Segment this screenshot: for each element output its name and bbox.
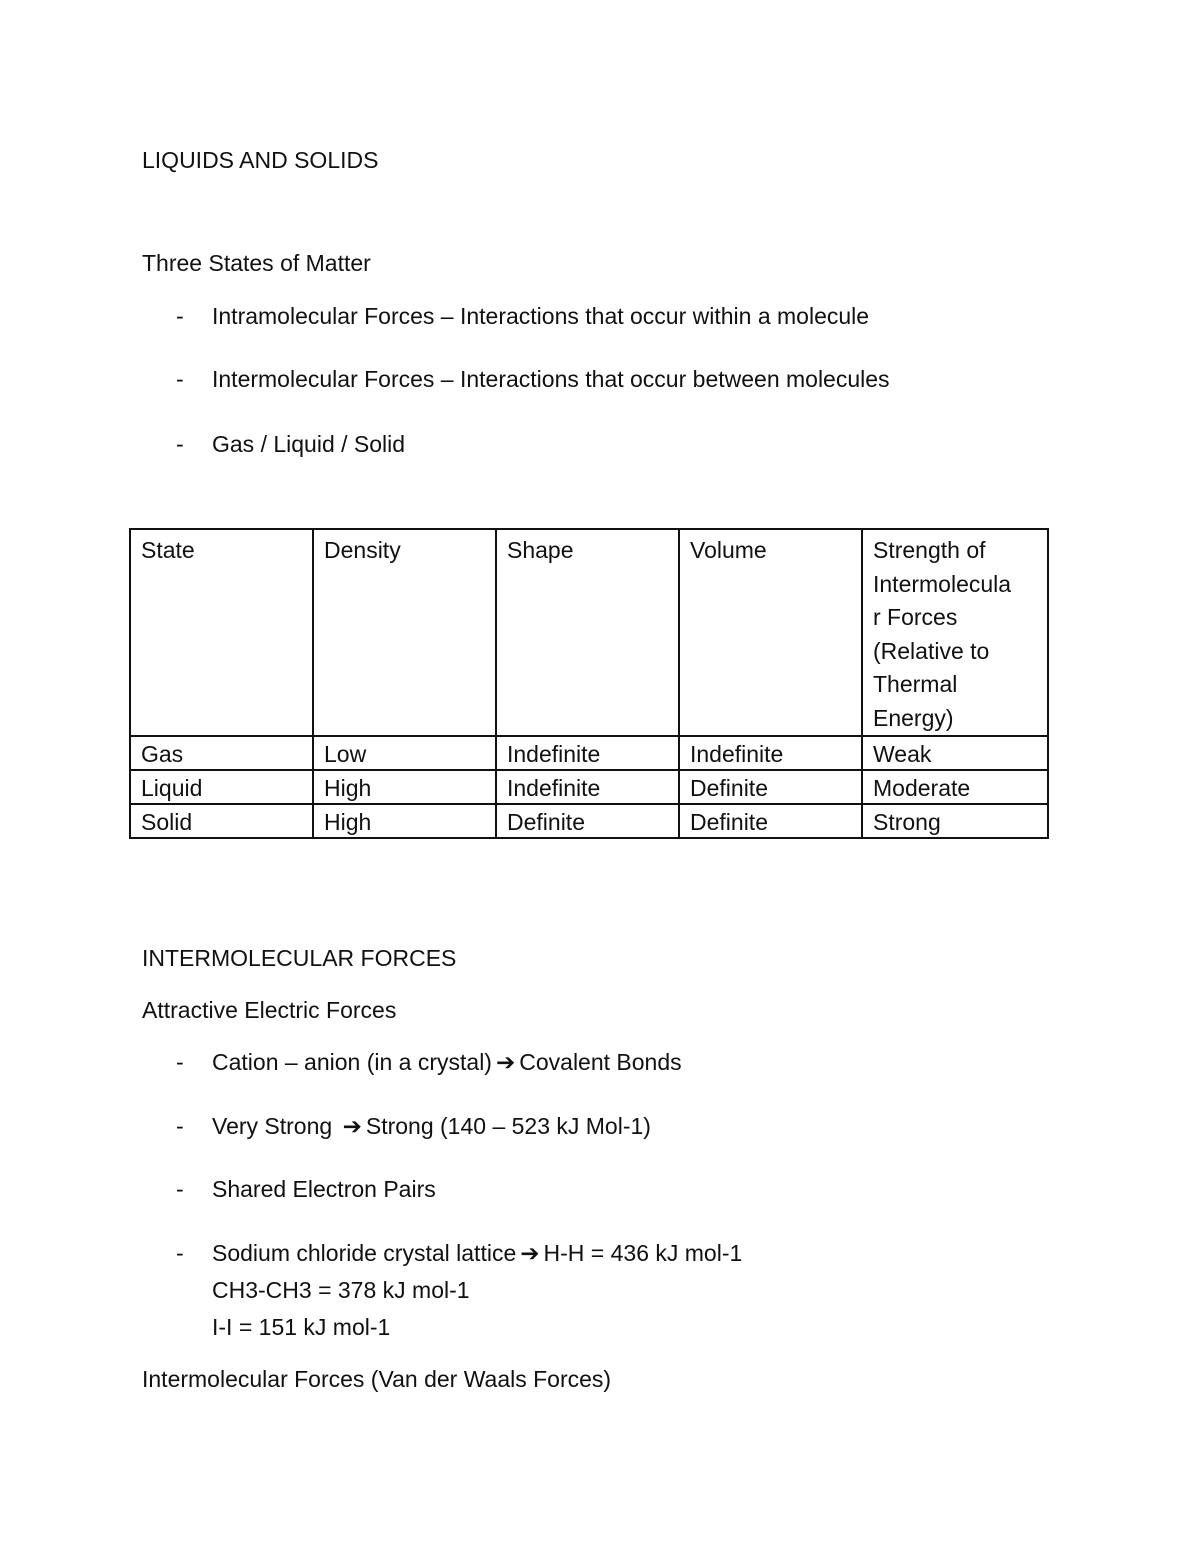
table-cell: High [313, 804, 496, 838]
bullet-text-before: Very Strong [212, 1113, 339, 1139]
bullet-intermolecular: Intermolecular Forces – Interactions that occur between molecules [212, 366, 890, 392]
header-line: Energy) [873, 704, 954, 731]
bullet-text-before: Cation – anion (in a crystal) [212, 1049, 492, 1075]
arrow-right-icon: ➔ [495, 1049, 516, 1075]
bullet-text-after: Covalent Bonds [519, 1049, 682, 1075]
bullet-gas-liquid-solid: Gas / Liquid / Solid [212, 431, 406, 457]
table-cell: High [313, 770, 496, 804]
bond-energy-i-i: I-I = 151 kJ mol-1 [212, 1314, 391, 1340]
table-header-cell: Volume [679, 529, 862, 736]
table-cell: Indefinite [496, 736, 679, 770]
bullet-text-after: Strong (140 – 523 kJ Mol-1) [365, 1113, 651, 1139]
states-of-matter-table [129, 528, 1049, 839]
header-line: Intermolecula [873, 570, 1012, 597]
bullet-dash: - [176, 1113, 184, 1139]
bond-energy-ch3-ch3: CH3-CH3 = 378 kJ mol-1 [212, 1277, 470, 1303]
table-cell: Strong [862, 804, 1048, 838]
table-cell: Moderate [862, 770, 1048, 804]
header-line: (Relative to [873, 637, 990, 664]
table-header-cell-strength [862, 529, 1048, 736]
table-cell: Indefinite [679, 736, 862, 770]
table-cell: Weak [862, 736, 1048, 770]
bullet-shared-electron-pairs: Shared Electron Pairs [212, 1176, 436, 1202]
bullet-text-after: H-H = 436 kJ mol-1 [543, 1240, 743, 1266]
table-cell: Definite [679, 770, 862, 804]
table-cell: Liquid [130, 770, 313, 804]
header-line: r Forces [873, 604, 958, 630]
table-row [130, 736, 1048, 770]
bullet-intramolecular: Intramolecular Forces – Interactions that occur within a molecule [212, 303, 870, 329]
arrow-right-icon: ➔ [342, 1113, 362, 1139]
table-cell: Solid [130, 804, 313, 838]
table-row [130, 804, 1048, 838]
section-heading-intermolecular: INTERMOLECULAR FORCES [142, 945, 457, 971]
subheading-attractive-forces: Attractive Electric Forces [142, 997, 397, 1023]
table-header-cell: Density [313, 529, 496, 736]
header-line: Thermal [873, 671, 958, 697]
heading-van-der-waals: Intermolecular Forces (Van der Waals Forces) [142, 1366, 612, 1392]
arrow-right-icon: ➔ [520, 1240, 540, 1266]
table-cell: Indefinite [496, 770, 679, 804]
bullet-sodium-chloride [212, 1238, 742, 1268]
table-header-row [130, 529, 1048, 736]
table-header-cell: Shape [496, 529, 679, 736]
table-header-cell: State [130, 529, 313, 736]
table-cell: Definite [679, 804, 862, 838]
bullet-dash: - [176, 1176, 184, 1202]
bullet-dash: - [176, 431, 184, 457]
table-cell: Gas [130, 736, 313, 770]
bullet-cation-anion [212, 1047, 682, 1077]
table-row [130, 770, 1048, 804]
table-cell: Definite [496, 804, 679, 838]
bullet-dash: - [176, 1049, 184, 1075]
bullet-very-strong [212, 1111, 651, 1141]
bullet-dash: - [176, 303, 184, 329]
header-line: Strength of [873, 537, 986, 563]
bullet-text-before: Sodium chloride crystal lattice [212, 1240, 517, 1266]
bullet-dash: - [176, 1240, 184, 1266]
section-heading-states: Three States of Matter [142, 250, 371, 276]
document-title: LIQUIDS AND SOLIDS [142, 147, 379, 173]
table-cell: Low [313, 736, 496, 770]
bullet-dash: - [176, 366, 184, 392]
